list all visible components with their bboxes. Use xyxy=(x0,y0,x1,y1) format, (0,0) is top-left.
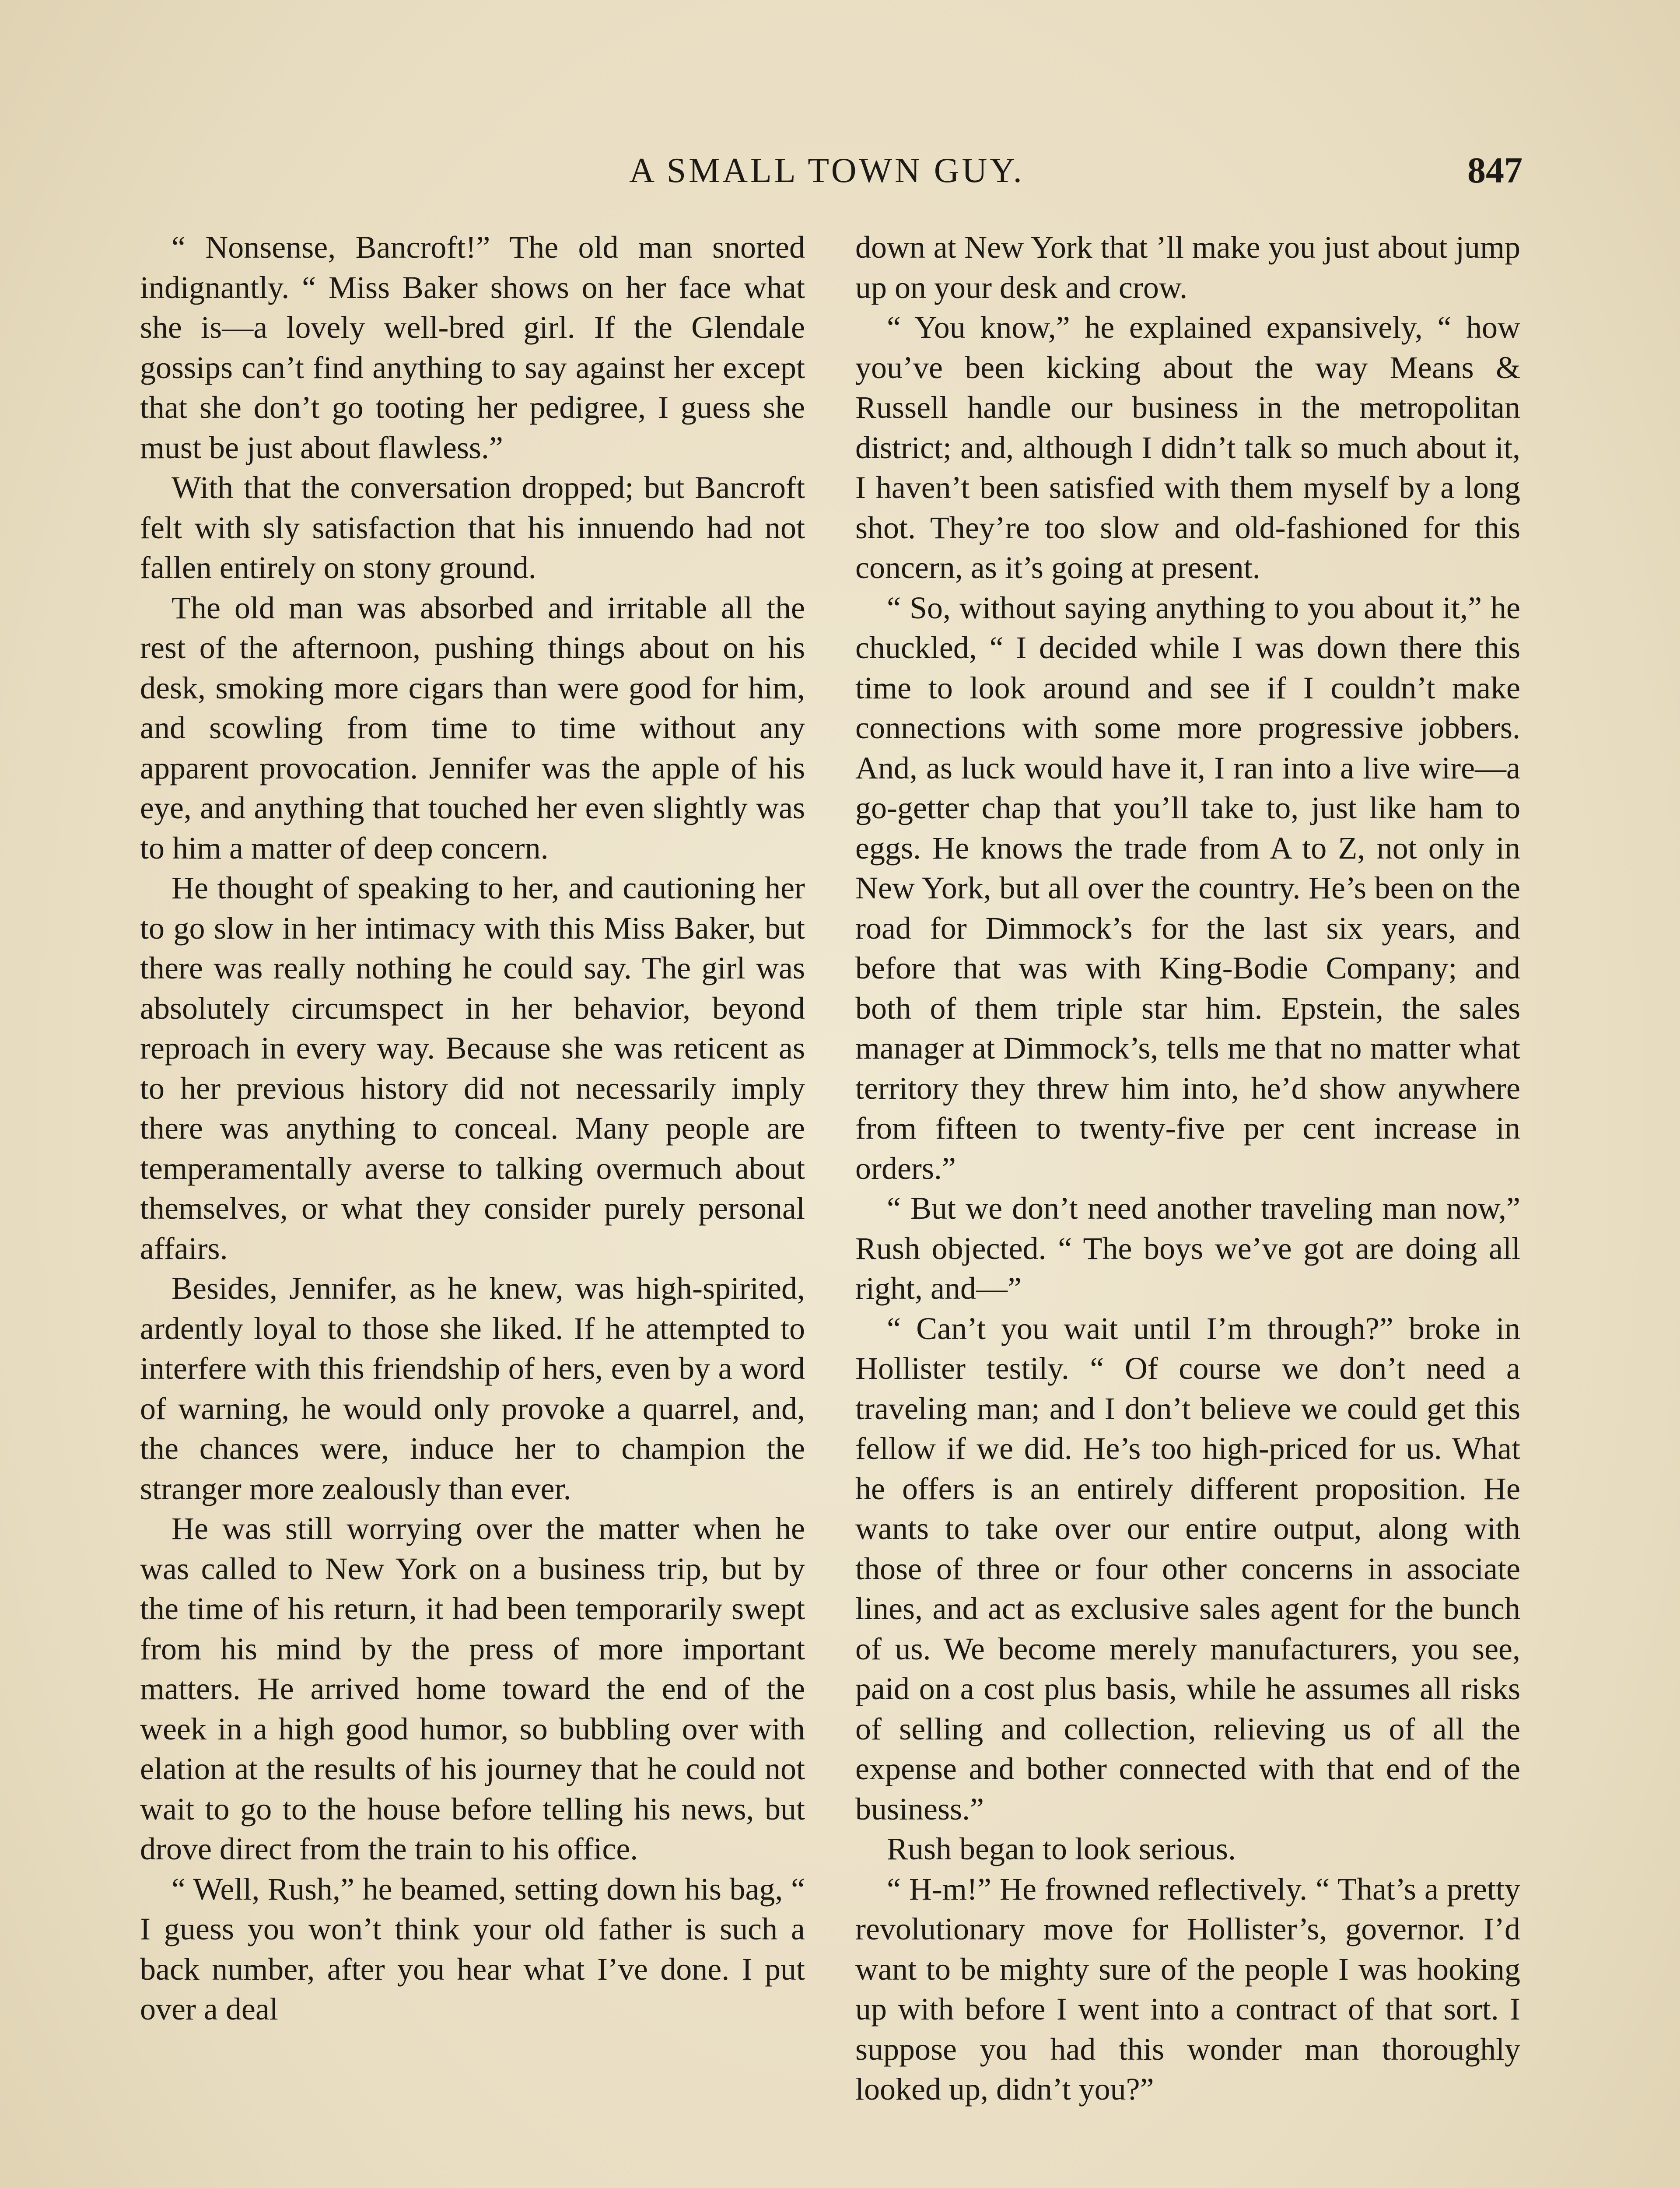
page-number: 847 xyxy=(1467,150,1522,191)
paragraph-continued: down at New York that ’ll make you just about jump up on your desk and crow. xyxy=(855,230,1520,305)
paragraph: He thought of speaking to her, and cautioning her to go slow in her intimacy with this Miss Baker, but there was really nothing he could say. The girl was absolutely circumspect in her behavior, beyond reproach in every way. Because she was reticent as to her previous history did not necessarily imply there was anything to conceal. Many people are temperamentally averse to talking overmuch about themselves, or what they consider purely personal affairs. xyxy=(140,870,805,1266)
paragraph: “ Can’t you wait until I’m through?” broke in Hollister testily. “ Of course we don’t need a traveling man; and I don’t believe we could get this fellow if we did. He’s too high-priced for us. What he offers is an entirely different proposition. He wants to take over our entire output, along with those of three or four other concerns in associate lines, and act as exclusive sales agent for the bunch of us. We become merely manufacturers, you see, paid on a cost plus basis, while he assumes all risks of selling and collection, relieving us of all the expense and bother connected with that end of the business.” xyxy=(855,1311,1520,1827)
paragraph: Rush began to look serious. xyxy=(887,1831,1236,1866)
paragraph: The old man was absorbed and irritable all the rest of the afternoon, pushing things about on his desk, smoking more cigars than were good for him, and scowling from time to time without any apparent provocation. Jennifer was the apple of his eye, and anything that touched her even slightly was to him a matter of deep concern. xyxy=(140,590,805,866)
paragraph: “ You know,” he explained expansively, “ how you’ve been kicking about the way Means & Russell handle our business in the metropolitan district; and, although I didn’t talk so much about it, I haven’t been satisfied with them myself by a long shot. They’re too slow and old-fashioned for this concern, as it’s going at present. xyxy=(855,310,1520,585)
paragraph: “ Well, Rush,” he beamed, setting down his bag, “ I guess you won’t think your old father is such a back number, after you hear what I’ve done. I put over a deal xyxy=(140,1871,805,2027)
paragraph: With that the conversation dropped; but Bancroft felt with sly satisfaction that his innuendo had not fallen entirely on stony ground. xyxy=(140,470,805,585)
paragraph: “ H-m!” He frowned reflectively. “ That’s a pretty revolutionary move for Hollister’s, governor. I’d want to be mighty sure of the people I was hooking up with before I went into a contract of that sort. I suppose you had this wonder man thoroughly looked up, didn’t you?” xyxy=(855,1871,1520,2107)
paragraph: “ Nonsense, Bancroft!” The old man snorted indignantly. “ Miss Baker shows on her face what she is—a lovely well-bred girl. If the Glendale gossips can’t find anything to say against her except that she don’t go tooting her pedigree, I guess she must be just about flawless.” xyxy=(140,230,805,465)
running-title: A SMALL TOWN GUY. xyxy=(629,151,1025,190)
paragraph: “ But we don’t need another traveling man now,” Rush objected. “ The boys we’ve got are doing all right, and—” xyxy=(855,1191,1520,1306)
page-header xyxy=(131,144,1522,197)
left-text-column xyxy=(140,228,805,2030)
paragraph: He was still worrying over the matter when he was called to New York on a business trip, but by the time of his return, it had been temporarily swept from his mind by the press of more important matters. He arrived home toward the end of the week in a high good humor, so bubbling over with elation at the results of his journey that he could not wait to go to the house before telling his news, but drove direct from the train to his office. xyxy=(140,1511,805,1866)
paragraph: “ So, without saying anything to you about it,” he chuckled, “ I decided while I was down there this time to look around and see if I couldn’t make connections with some more progressive jobbers. And, as luck would have it, I ran into a live wire—a go-getter chap that you’ll take to, just like ham to eggs. He knows the trade from A to Z, not only in New York, but all over the country. He’s been on the road for Dimmock’s for the last six years, and before that was with King-Bodie Company; and both of them triple star him. Epstein, the sales manager at Dimmock’s, tells me that no matter what territory they threw him into, he’d show anywhere from fifteen to twenty-five per cent increase in orders.” xyxy=(855,590,1520,1186)
paragraph: Besides, Jennifer, as he knew, was high-spirited, ardently loyal to those she liked. If he attempted to interfere with this friendship of hers, even by a word of warning, he would only provoke a quarrel, and, the chances were, induce her to champion the stranger more zealously than ever. xyxy=(140,1271,805,1506)
right-text-column xyxy=(855,228,1520,2110)
